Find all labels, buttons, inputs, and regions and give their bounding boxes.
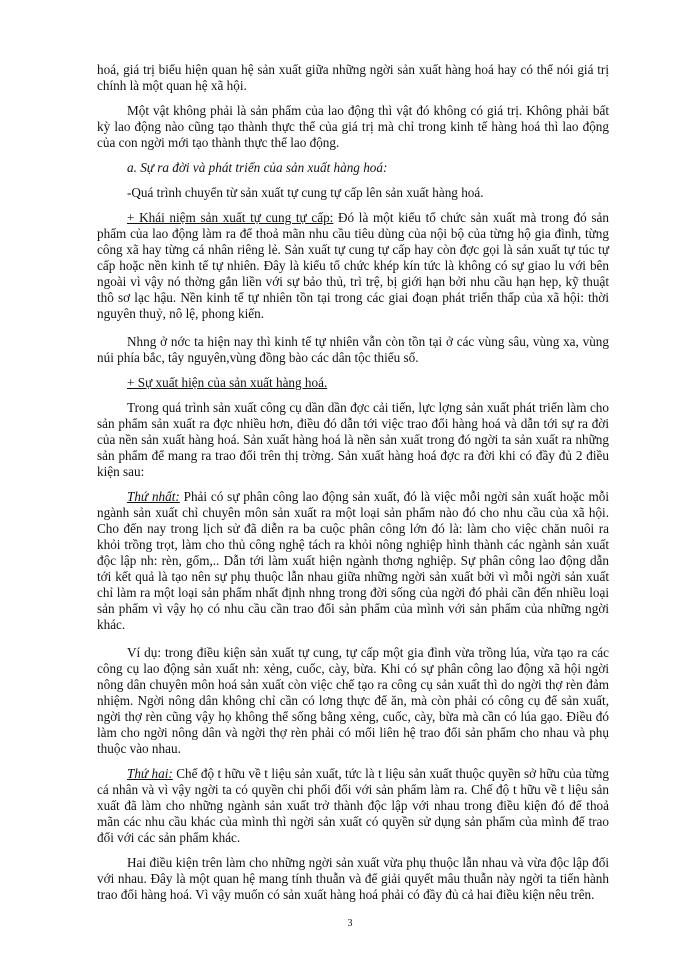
section-heading-a: a. Sự ra đời và phát triển của sản xuất hàng hoá: — [127, 160, 388, 175]
paragraph-current-state: Nhng ở nớc ta hiện nay thì kinh tế tự nhiên vẫn còn tồn tại ở các vùng sâu, vùng xa, vùng núi phía bắc, tây nguyên,vùng đồng bào các dân tộc thiểu số. — [97, 334, 609, 365]
paragraph-commodity-production: Trong quá trình sản xuất công cụ dần dần đợc cải tiến, lực lợng sản xuất phát triển làm cho sản phẩm sản xuất ra đợc nhiều hơn, điều đó dẫn tới việc trao đổi hàng hoá và dẫn tới sự ra đời của nền sản xuất hàng hoá. Sản xuất hàng hoá là nền sản xuất trong đó ngời ta sản xuất ra những sản phẩm để mang ra trao đổi trên thị trờng. Sản xuất hàng hoá đợc ra đời khi có đầy đủ 2 điều kiện sau: — [97, 400, 609, 479]
page-number: 3 — [347, 918, 353, 929]
first-condition-text: Phải có sự phân công lao động sản xuất, đó là việc mỗi ngời sản xuất hoặc mỗi ngành sản xuất chỉ chuyên môn sản xuất ra một loại sản phẩm nào đó cho nhu cầu của xã hội. Cho đến nay trong lịch sử đã diễn ra ba cuộc phân công lớn đó là: làm cho việc chăn nuôi ra khỏi trồng trọt, làm cho thủ công nghệ tách ra khỏi nông nghiệp hình thành các ngành sản xuất độc lập nh: rèn, gốm,.. Dẫn tới làm xuất hiện ngành thơng nghiệp. Sự phân công lao động dẫn tới kết quả là tạo nên sự phụ thuộc lẫn nhau giữa những ngời sản xuất bởi vì mỗi ngời sản xuất chỉ làm ra một loại sản phẩm nhất định nhng trong đời sống của ngời đó phải cần đến nhiều loại sản phẩm vì vậy họ có nhu cầu cần trao đổi sản phẩm của mình với sản phẩm của những ngời khác. — [97, 489, 609, 632]
first-condition-label: Thứ nhất: — [127, 489, 180, 504]
paragraph-example: Ví dụ: trong điều kiện sản xuất tự cung, tự cấp một gia đình vừa trồng lúa, vừa tạo ra các công cụ lao động sản xuất nh: xẻng, cuốc, cày, bừa. Khi có sự phân công lao động xã hội ngời nông dân chuyên môn hoá sản xuất còn việc chế tạo ra công cụ sản xuất thì do ngời thợ rèn đảm nhiệm. Ngời nông dân không chỉ cần có lơng thực để ăn, mà còn phải có công cụ để sản xuất, ngời thợ rèn cũng vậy họ không thể sống bằng xẻng, cuốc, cày, bừa mà cần có lúa gạo. Điều đó làm cho ngời nông dân và ngời thợ rèn phải có mối liên hệ trao đổi sản phẩm cho nhau và phụ thuộc vào nhau. — [97, 645, 609, 756]
subheading-label: + Sự xuất hiện của sản xuất hàng hoá. — [127, 375, 328, 390]
paragraph-conclusion: Hai điều kiện trên làm cho những ngời sản xuất vừa phụ thuộc lẫn nhau và vừa độc lập đối với nhau. Đây là một quan hệ mang tính thuẫn và để giải quyết mâu thuẫn này ngời ta tiến hành trao đổi hàng hoá. Vì vậy muốn có sản xuất hàng hoá phải có đầy đủ cả hai điều kiện nêu trên. — [97, 855, 609, 902]
paragraph-continuation: hoá, giá trị biểu hiện quan hệ sản xuất giữa những ngời sản xuất hàng hoá hay có thể nói giá trị chính là một quan hệ xã hội. — [97, 62, 609, 93]
subheading-emergence — [97, 375, 609, 391]
paragraph-second-condition — [97, 766, 609, 846]
concept-label: + Khái niệm sản xuất tự cung tự cấp: — [127, 210, 334, 225]
second-condition-label: Thứ hai: — [127, 766, 173, 781]
paragraph-first-condition — [97, 489, 609, 633]
concept-text: Đó là một kiểu tổ chức sản xuất mà trong đó sản phẩm của lao động làm ra để thoả mãn nhu cầu tiêu dùng của nội bộ của từng hộ gia đình, từng công xã hay từng cá nhân riêng lẻ. Sản xuất tự cung tự cấp hay còn đợc gọi là sản xuất tự túc tự cấp hoặc nền kinh tế tự nhiên. Đây là kiểu tổ chức khép kín tức là không có sự giao lu với bên ngoài vì vậy nó thờng gắn liền với sự bảo thủ, trì trệ, bị giới hạn bởi nhu cầu hạn hẹp, kỹ thuật thô sơ lạc hậu. Nền kinh tế tự nhiên tồn tại trong các giai đoạn phát triển thấp của xã hội: thời nguyên thuỷ, nô lệ, phong kiến. — [97, 210, 609, 321]
second-condition-text: Chế độ t hữu về t liệu sản xuất, tức là t liệu sản xuất thuộc quyền sở hữu của từng cá nhân và vì vậy ngời ta có quyền chi phối đối với sản phẩm làm ra. Chế độ t hữu về t liệu sản xuất đã làm cho những ngành sản xuất trở thành độc lập với nhau trong điều kiện đó để thoả mãn các nhu cầu khác của mình thì ngời sản xuất có quyền sử dụng sản phẩm của mình để trao đổi với các sản phẩm khác. — [97, 766, 609, 845]
paragraph-self-sufficiency — [97, 210, 609, 322]
paragraph-transition: -Quá trình chuyển từ sản xuất tự cung tự cấp lên sản xuất hàng hoá. — [127, 185, 484, 200]
document-page — [97, 62, 609, 903]
paragraph-value-definition: Một vật không phải là sản phẩm của lao động thì vật đó không có giá trị. Không phải bất kỳ lao động nào cũng tạo thành thực thể của giá trị mà chỉ trong kinh tế hàng hoá thì lao động của con ngời mới tạo thành thực thể lao động. — [97, 103, 609, 150]
